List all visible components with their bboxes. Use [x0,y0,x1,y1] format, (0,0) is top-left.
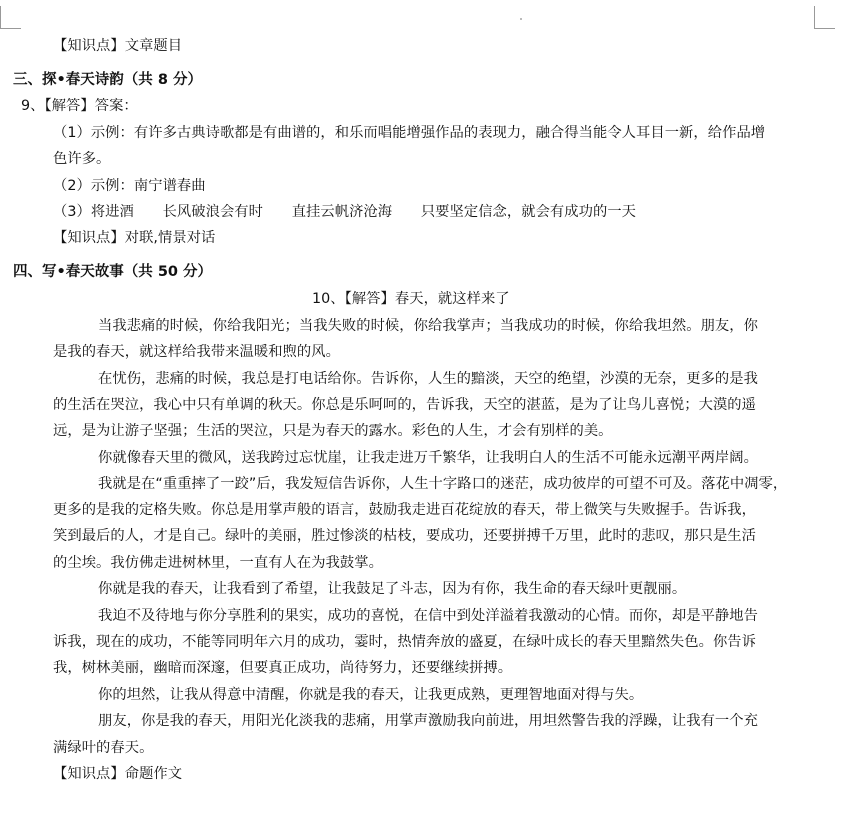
page-dot [520,18,522,20]
q9-item1-line2: 色许多。 [53,151,111,167]
essay-para4-line1: 我就是在“重重摔了一跤”后，我发短信告诉你，人生十字路口的迷茫，成功彼岸的可望不可及。落花中凋零， [98,476,788,492]
knowledge-point-1: 【知识点】文章题目 [53,38,183,54]
essay-para5: 你就是我的春天，让我看到了希望，让我鼓足了斗志，因为有你，我生命的春天绿叶更靓丽。 [98,581,687,597]
section-3-heading: 三、探•春天诗韵（共 8 分） [13,72,202,88]
knowledge-point-3: 【知识点】命题作文 [53,766,183,782]
essay-para2-line2: 的生活在哭泣，我心中只有单调的秋天。你总是乐呵呵的，告诉我，天空的湛蓝，是为了让鸟儿喜悦；大漠的遥 [53,397,756,413]
q9-item2: （2）示例：南宁谱春曲 [53,178,206,194]
essay-para6-line2: 诉我，现在的成功，不能等同明年六月的成功，霎时，热情奔放的盛夏，在绿叶成长的春天里黯然失色。你告诉 [53,634,756,650]
essay-para1-line1: 当我悲痛的时候，你给我阳光；当我失败的时候，你给我掌声；当我成功的时候，你给我坦然。朋友，你 [98,318,758,334]
essay-para1-line2: 是我的春天，就这样给我带来温暖和煦的风。 [53,344,340,360]
q9-answer-label: 9、【解答】答案： [21,98,138,114]
essay-para2-line3: 远，是为让游子坚强；生活的哭泣，只是为春天的露水。彩色的人生，才会有别样的美。 [53,423,613,439]
knowledge-point-2: 【知识点】对联,情景对话 [53,230,216,246]
section-4-heading: 四、写•春天故事（共 50 分） [13,264,213,280]
essay-para4-line4: 的尘埃。我仿佛走进树林里，一直有人在为我鼓掌。 [53,555,383,571]
q9-item1-line1: （1）示例：有许多古典诗歌都是有曲谱的，和乐而唱能增强作品的表现力，融合得当能令人耳目一新，给作品增 [53,125,766,141]
page-corner-mark-left [0,6,21,29]
essay-para7: 你的坦然，让我从得意中清醒，你就是我的春天，让我更成熟，更理智地面对得与失。 [98,687,644,703]
page-corner-mark-right [814,6,835,29]
essay-para8-line1: 朋友，你是我的春天，用阳光化淡我的悲痛，用掌声激励我向前进，用坦然警告我的浮躁，让我有一个充 [98,713,758,729]
q9-item3: （3）将进酒 长风破浪会有时 直挂云帆济沧海 只要坚定信念，就会有成功的一天 [53,204,637,220]
essay-para4-line2: 更多的是我的定格失败。你总是用掌声般的语言，鼓励我走进百花绽放的春天，带上微笑与失败握手。告诉我， [53,502,756,518]
essay-para2-line1: 在忧伤，悲痛的时候，我总是打电话给你。告诉你，人生的黯淡，天空的绝望，沙漠的无奈，更多的是我 [98,371,758,387]
essay-para4-line3: 笑到最后的人，才是自己。绿叶的美丽，胜过惨淡的枯枝，要成功，还要拼搏千万里，此时的悲叹，那只是生活 [53,528,756,544]
essay-title: 10、【解答】春天，就这样来了 [312,291,510,307]
essay-para8-line2: 满绿叶的春天。 [53,740,154,756]
essay-para3: 你就像春天里的微风，送我跨过忘忧崖，让我走进万千繁华，让我明白人的生活不可能永远潮平两岸阔。 [98,450,758,466]
essay-para6-line1: 我迫不及待地与你分享胜利的果实，成功的喜悦，在信中到处洋溢着我激动的心情。而你，却是平静地告 [98,608,758,624]
essay-para6-line3: 我，树林美丽，幽暗而深邃，但要真正成功，尚待努力，还要继续拼搏。 [53,660,513,676]
